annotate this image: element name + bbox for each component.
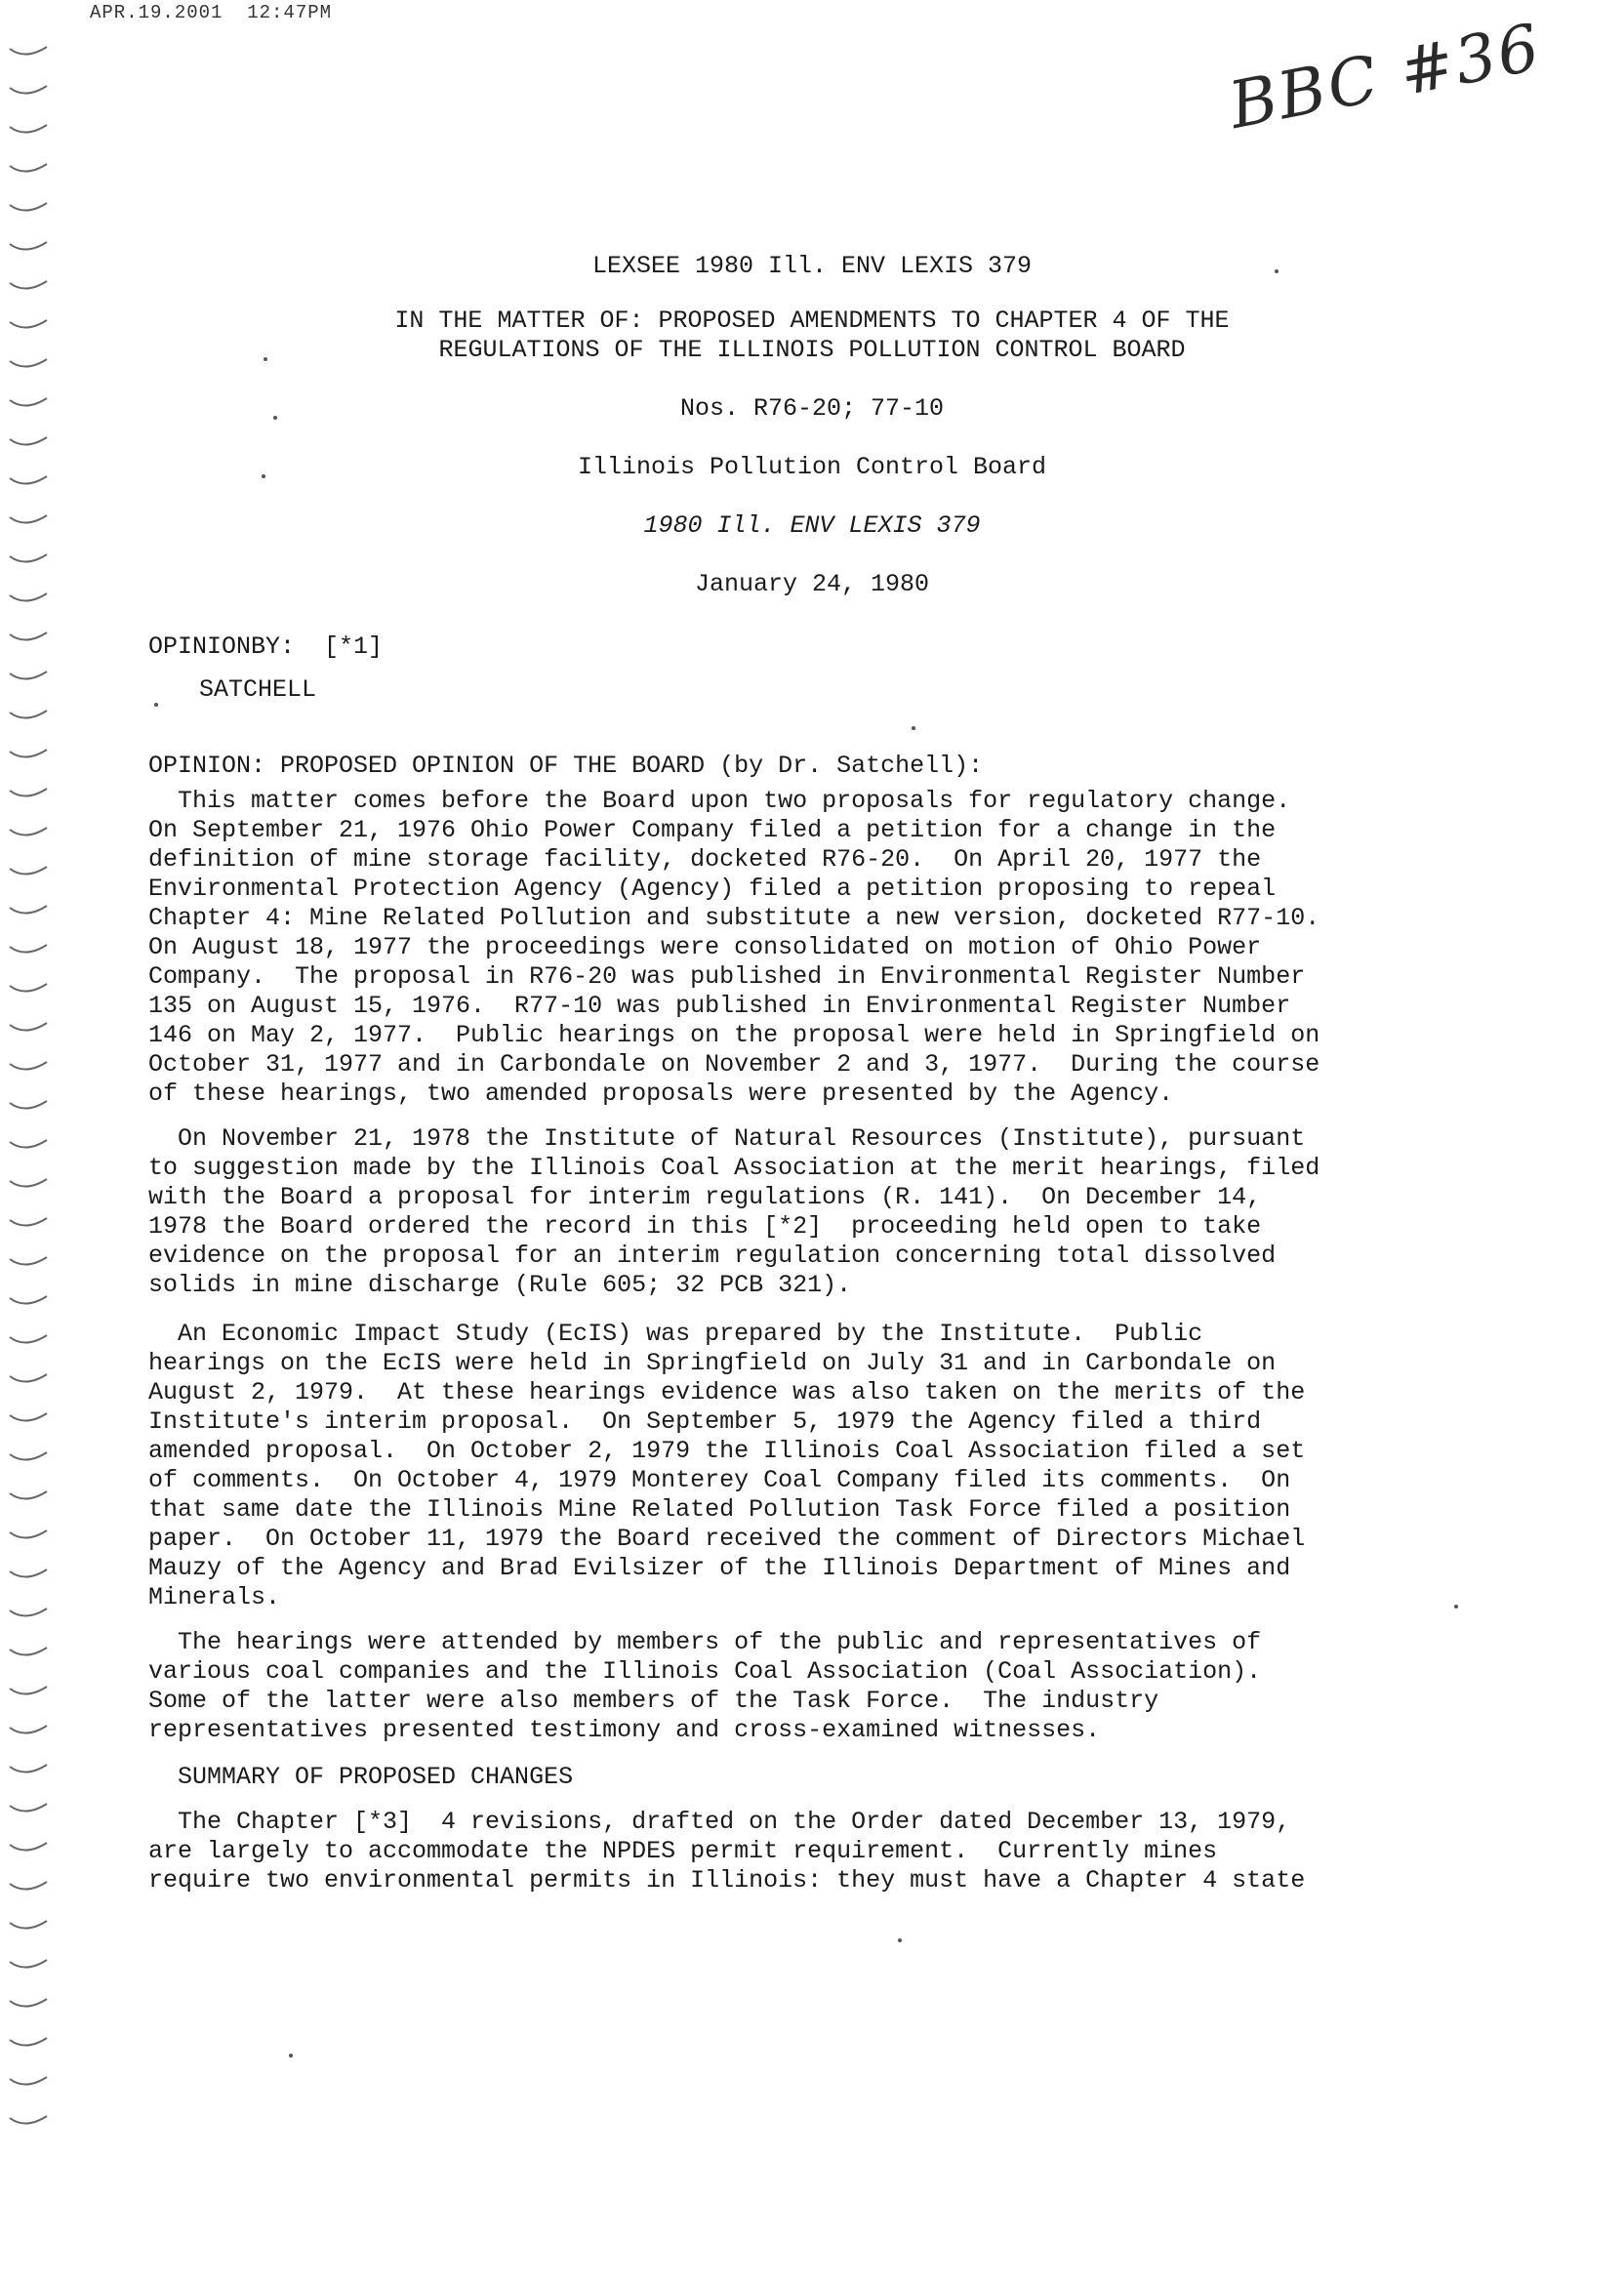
text-line: paper. On October 11, 1979 the Board received the comment of Directors Michael [148,1525,1306,1553]
text-line: hearings on the EcIS were held in Springfield on July 31 and in Carbondale on [148,1349,1277,1377]
text-line: of these hearings, two amended proposals were presented by the Agency. [148,1080,1174,1108]
author-name: SATCHELL [199,675,317,704]
reporter-citation: 1980 Ill. ENV LEXIS 379 [643,511,981,540]
text-line: 146 on May 2, 1977. Public hearings on the proposal were held in Springfield on [148,1021,1320,1049]
text-line: to suggestion made by the Illinois Coal Association at the merit hearings, filed [148,1154,1320,1182]
text-line: Some of the latter were also members of the Task Force. The industry [148,1687,1159,1715]
text-line: 135 on August 15, 1976. R77-10 was published in Environmental Register Number [148,992,1291,1020]
scan-speck [1275,269,1279,273]
text-line: Minerals. [148,1583,281,1611]
summary-heading: SUMMARY OF PROPOSED CHANGES [148,1763,574,1791]
scan-speck [264,357,267,361]
court-name: Illinois Pollution Control Board [577,453,1047,481]
handwritten-annotation: BBC #36 [1223,9,1548,143]
text-line: with the Board a proposal for interim regulations (R. 141). On December 14, [148,1183,1262,1211]
text-line: This matter comes before the Board upon two proposals for regulatory change. [148,787,1291,815]
opinionby-label: OPINIONBY: [*1] [148,632,384,661]
text-line: Mauzy of the Agency and Brad Evilsizer of the Illinois Department of Mines and [148,1554,1291,1582]
text-line: On November 21, 1978 the Institute of Natural Resources (Institute), pursuant [148,1124,1306,1153]
scan-speck [273,416,277,420]
docket-numbers: Nos. R76-20; 77-10 [679,394,945,423]
text-line: solids in mine discharge (Rule 605; 32 PCB 321). [148,1271,852,1299]
text-line: various coal companies and the Illinois Coal Association (Coal Association). [148,1657,1262,1686]
scan-speck [898,1938,902,1942]
text-line: evidence on the proposal for an interim regulation concerning total dissolved [148,1242,1277,1270]
text-line: October 31, 1977 and in Carbondale on November 2 and 3, 1977. During the course [148,1050,1320,1079]
text-line: The hearings were attended by members of the public and representatives of [148,1628,1262,1656]
text-line: amended proposal. On October 2, 1979 the Illinois Coal Association filed a set [148,1437,1306,1465]
opinion-paragraph-2 [148,1124,1515,1300]
text-line: of comments. On October 4, 1979 Monterey Coal Company filed its comments. On [148,1466,1291,1494]
opinion-heading: OPINION: PROPOSED OPINION OF THE BOARD (by Dr. Satchell): [148,752,984,780]
text-line: definition of mine storage facility, docketed R76-20. On April 20, 1977 the [148,845,1262,874]
text-line: 1978 the Board ordered the record in this [*2] proceeding held open to take [148,1212,1262,1241]
scan-speck [262,474,265,478]
decision-date: January 24, 1980 [694,570,930,598]
text-line: August 2, 1979. At these hearings evidence was also taken on the merits of the [148,1378,1306,1406]
opinion-paragraph-3 [148,1320,1515,1612]
text-line: Institute's interim proposal. On September 5, 1979 the Agency filed a third [148,1407,1262,1436]
scan-speck [289,2054,293,2058]
text-line: An Economic Impact Study (EcIS) was prepared by the Institute. Public [148,1320,1203,1348]
matter-title-line-2: REGULATIONS OF THE ILLINOIS POLLUTION CONTROL BOARD [438,336,1186,364]
opinion-paragraph-1 [148,787,1515,1109]
scan-speck [1454,1605,1458,1609]
text-line: representatives presented testimony and cross-examined witnesses. [148,1716,1101,1744]
text-line: Environmental Protection Agency (Agency) filed a petition proposing to repeal [148,875,1277,903]
text-line: On August 18, 1977 the proceedings were consolidated on motion of Ohio Power [148,933,1262,961]
opinion-paragraph-4 [148,1628,1515,1745]
text-line: require two environmental permits in Illinois: they must have a Chapter 4 state [148,1866,1306,1895]
matter-title-line-1: IN THE MATTER OF: PROPOSED AMENDMENTS TO CHAPTER 4 OF THE [394,306,1230,335]
scan-speck [912,726,915,730]
text-line: are largely to accommodate the NPDES permit requirement. Currently mines [148,1837,1218,1865]
text-line: On September 21, 1976 Ohio Power Company filed a petition for a change in the [148,816,1277,844]
summary-paragraph [148,1808,1515,1895]
text-line: Company. The proposal in R76-20 was published in Environmental Register Number [148,962,1306,991]
citation-header: LEXSEE 1980 Ill. ENV LEXIS 379 [591,252,1033,280]
scan-speck [154,703,158,707]
fax-header-timestamp: APR.19.2001 12:47PM [90,2,333,23]
text-line: that same date the Illinois Mine Related Pollution Task Force filed a position [148,1495,1291,1524]
text-line: The Chapter [*3] 4 revisions, drafted on the Order dated December 13, 1979, [148,1808,1291,1836]
text-line: Chapter 4: Mine Related Pollution and substitute a new version, docketed R77-10. [148,904,1320,932]
